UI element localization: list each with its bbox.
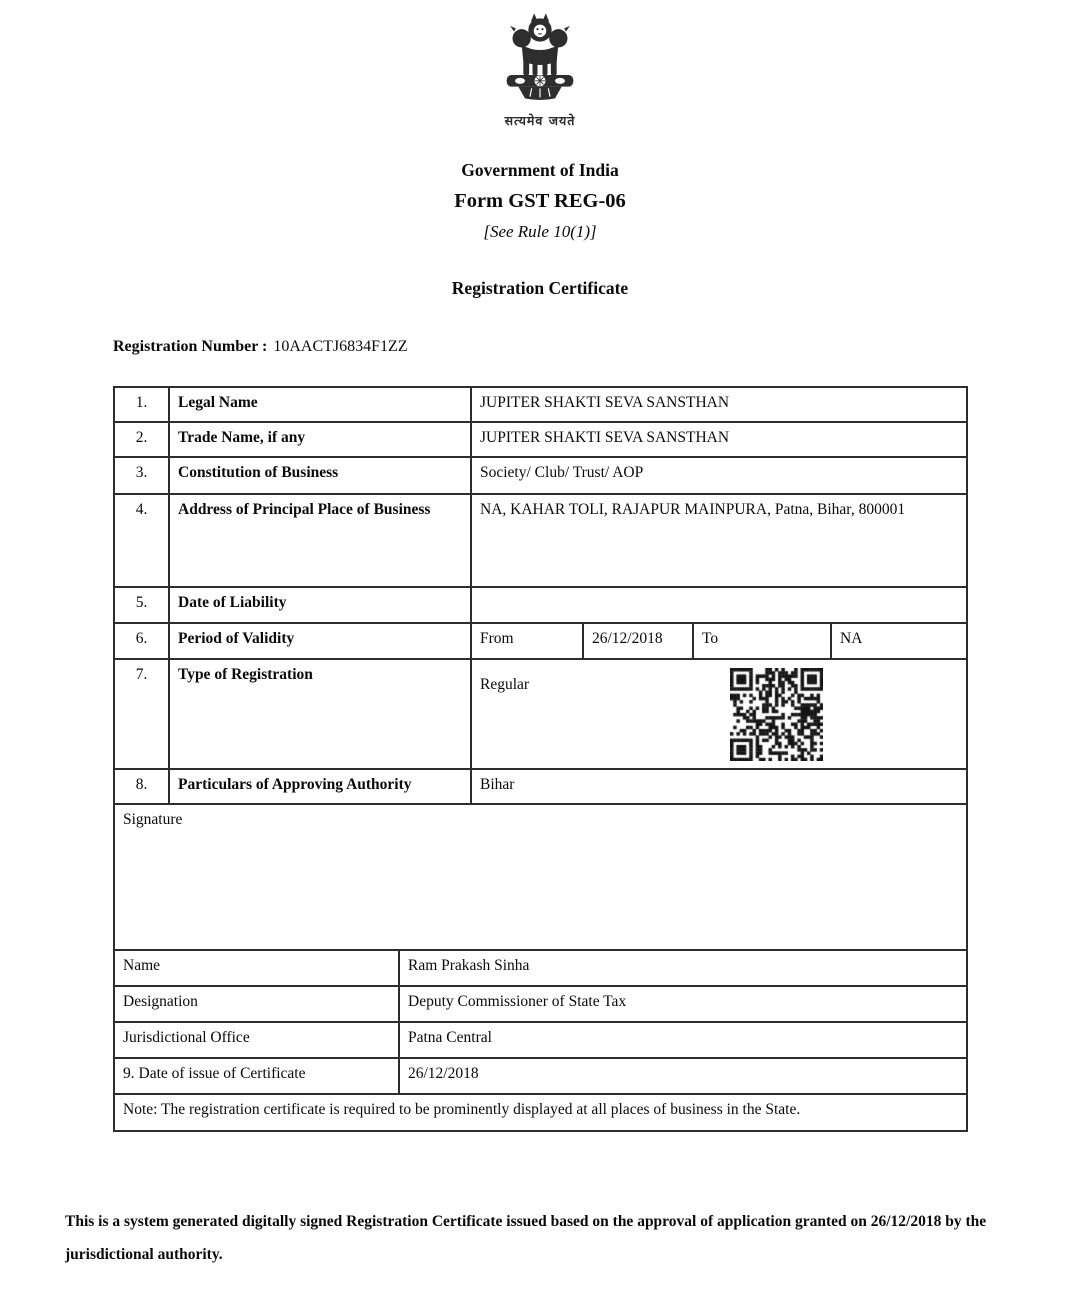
footer-disclaimer: This is a system generated digitally signed Registration Certificate issued based on the approval of application granted on 26/12/2018 by the jurisdictional authority.: [65, 1213, 987, 1263]
row-number: 5.: [115, 588, 170, 622]
constitution-value: Society/ Club/ Trust/ AOP: [480, 464, 644, 481]
type-of-registration-label: Type of Registration: [170, 660, 472, 768]
legal-name-label: Legal Name: [170, 388, 472, 421]
certificate-title: Registration Certificate: [451, 278, 629, 298]
rule-reference: [See Rule 10(1)]: [483, 222, 597, 241]
registration-number-line: [113, 338, 408, 356]
constitution-label: Constitution of Business: [170, 458, 472, 493]
table-row-period-of-validity: [115, 624, 966, 660]
type-of-registration-cell: [472, 660, 966, 768]
period-of-validity-cells: [472, 624, 966, 658]
certificate-table: [113, 386, 968, 1132]
table-row-jurisdictional-office: [115, 1023, 966, 1059]
row-number: 2.: [115, 423, 170, 456]
qr-code: [730, 668, 823, 761]
row-number: 1.: [115, 388, 170, 421]
validity-from-label: From: [472, 624, 584, 658]
registration-number-label: Registration Number :: [113, 338, 268, 355]
table-row-trade-name: [115, 423, 966, 458]
date-of-issue-value: 26/12/2018: [408, 1065, 479, 1082]
legal-name-value: JUPITER SHAKTI SEVA SANSTHAN: [480, 394, 730, 411]
table-row-signature: [115, 805, 966, 951]
validity-to-label: To: [694, 624, 832, 658]
officer-name-label: Name: [115, 951, 400, 985]
row-number: 3.: [115, 458, 170, 493]
date-of-liability-label: Date of Liability: [170, 588, 472, 622]
jurisdictional-office-value: Patna Central: [408, 1029, 492, 1046]
table-row-date-of-liability: [115, 588, 966, 624]
approving-authority-label: Particulars of Approving Authority: [170, 770, 472, 803]
table-row-legal-name: [115, 388, 966, 423]
signature-label: Signature: [123, 811, 183, 828]
officer-name-value: Ram Prakash Sinha: [408, 957, 530, 974]
government-of-india-title: Government of India: [461, 160, 619, 180]
address-value: NA, KAHAR TOLI, RAJAPUR MAINPURA, Patna, Bihar, 800001: [480, 501, 906, 518]
designation-value: Deputy Commissioner of State Tax: [408, 993, 627, 1010]
validity-from-value: 26/12/2018: [584, 624, 694, 658]
table-row-constitution: [115, 458, 966, 495]
form-title: Form GST REG-06: [454, 190, 626, 212]
row-number: 4.: [115, 495, 170, 586]
date-of-liability-value: [472, 588, 966, 622]
table-row-designation: [115, 987, 966, 1023]
table-row-approving-authority: [115, 770, 966, 805]
registration-number-value: 10AACTJ6834F1ZZ: [273, 338, 408, 355]
row-number: 7.: [115, 660, 170, 768]
trade-name-value: JUPITER SHAKTI SEVA SANSTHAN: [480, 429, 730, 446]
ashoka-emblem-icon: [490, 8, 590, 112]
note-text: Note: The registration certificate is required to be prominently displayed at all places of business in the State.: [123, 1101, 801, 1118]
address-label: Address of Principal Place of Business: [170, 495, 472, 586]
row-number: 8.: [115, 770, 170, 803]
trade-name-label: Trade Name, if any: [170, 423, 472, 456]
type-of-registration-value: Regular: [480, 676, 530, 693]
table-row-note: [115, 1095, 966, 1130]
period-of-validity-label: Period of Validity: [170, 624, 472, 658]
document-header: [0, 8, 1080, 299]
designation-label: Designation: [115, 987, 400, 1021]
table-row-officer-name: [115, 951, 966, 987]
jurisdictional-office-label: Jurisdictional Office: [115, 1023, 400, 1057]
table-row-type-of-registration: [115, 660, 966, 770]
date-of-issue-label: 9. Date of issue of Certificate: [115, 1059, 400, 1093]
validity-to-value: NA: [840, 630, 863, 647]
approving-authority-value: Bihar: [480, 776, 515, 793]
table-row-address: [115, 495, 966, 588]
emblem-caption: सत्यमेव जयते: [504, 113, 576, 128]
row-number: 6.: [115, 624, 170, 658]
table-row-date-of-issue: [115, 1059, 966, 1095]
